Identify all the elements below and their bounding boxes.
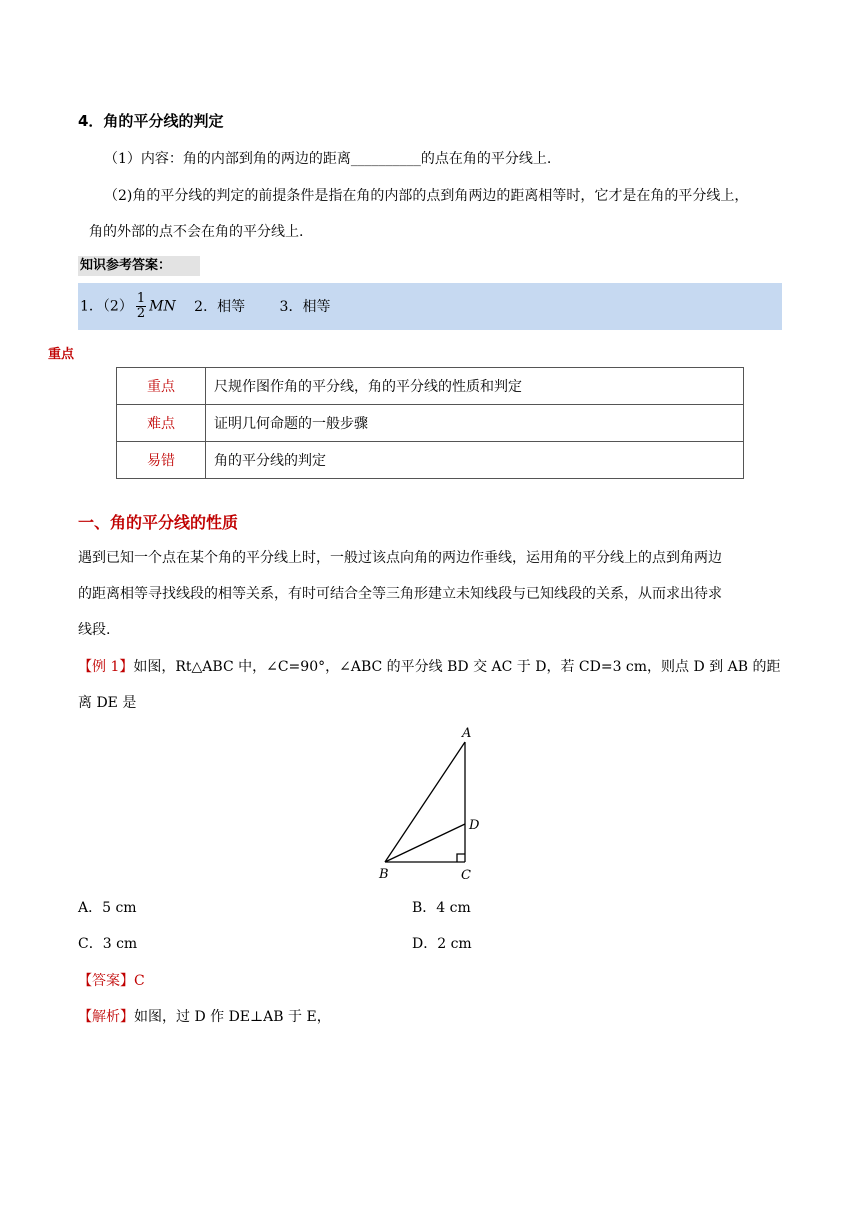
example-tag: 【例 1】 [78, 659, 134, 675]
option-c: C．3 cm [78, 936, 138, 952]
criterion-item-1 [104, 148, 551, 168]
answer-line [78, 970, 145, 990]
fraction-numerator: 1 [136, 291, 146, 306]
example-line2: 离 DE 是 [78, 695, 137, 711]
example-line1 [78, 656, 780, 676]
analysis-text: 如图，过 D 作 DE⊥AB 于 E， [134, 1009, 331, 1025]
label-a: A [462, 726, 472, 741]
criterion-item-2-line1: （2)角的平分线的判定的前提条件是指在角的内部的点到角两边的距离相等时，它才是在角的平分线上， [104, 188, 749, 204]
analysis-tag: 【解析】 [78, 1009, 134, 1025]
row-key: 易错 [117, 442, 206, 479]
answer-1-prefix: 1．（2） [80, 298, 133, 315]
answer-1-var: MN [149, 298, 176, 315]
keypoints-table [116, 367, 744, 479]
row-value: 尺规作图作角的平分线，角的平分线的性质和判定 [206, 368, 744, 405]
option-a: A．5 cm [78, 900, 137, 916]
answer-value: C [134, 973, 145, 989]
row-value: 证明几何命题的一般步骤 [206, 405, 744, 442]
table-row [117, 405, 744, 442]
fraction-denominator: 2 [136, 306, 146, 321]
label-d: D [469, 818, 480, 833]
item-text-end: 的点在角的平分线上. [420, 151, 552, 167]
option-b: B．4 cm [412, 900, 471, 916]
part-paragraph-line2: 的距离相等寻找线段的相等关系，有时可结合全等三角形建立未知线段与已知线段的关系，从而求出待求 [78, 586, 722, 602]
answers-content [80, 292, 330, 321]
item-text: （1）内容：角的内部到角的两边的距离 [104, 151, 351, 167]
row-value: 角的平分线的判定 [206, 442, 744, 479]
part-heading: 一、角的平分线的性质 [78, 513, 239, 532]
answers-bar [78, 283, 782, 330]
fraction [136, 292, 146, 321]
label-b: B [379, 867, 389, 882]
answer-tag: 【答案】 [78, 973, 134, 989]
part-paragraph-line1: 遇到已知一个点在某个角的平分线上时，一般过该点向角的两边作垂线，运用角的平分线上的点到角两边 [78, 550, 722, 566]
analysis-line [78, 1006, 331, 1026]
option-d: D．2 cm [412, 936, 472, 952]
answer-3: 3．相等 [279, 298, 331, 315]
criterion-item-2-line2: 角的外部的点不会在角的平分线上. [89, 224, 304, 240]
row-key: 难点 [117, 405, 206, 442]
triangle-figure [370, 722, 490, 884]
table-row [117, 442, 744, 479]
keypoints-label: 重点 [48, 347, 75, 362]
table-row [117, 368, 744, 405]
part-paragraph-line3: 线段. [78, 622, 111, 638]
answers-label: 知识参考答案： [78, 256, 200, 276]
row-key: 重点 [117, 368, 206, 405]
section-heading: 4．角的平分线的判定 [78, 112, 224, 130]
answer-2: 2．相等 [194, 298, 246, 315]
fill-blank: __________ [350, 151, 421, 167]
example-text: 如图，Rt△ABC 中，∠C=90°，∠ABC 的平分线 BD 交 AC 于 D，若 CD=3 cm，则点 D 到 AB 的距 [133, 659, 781, 675]
label-c: C [461, 868, 471, 883]
